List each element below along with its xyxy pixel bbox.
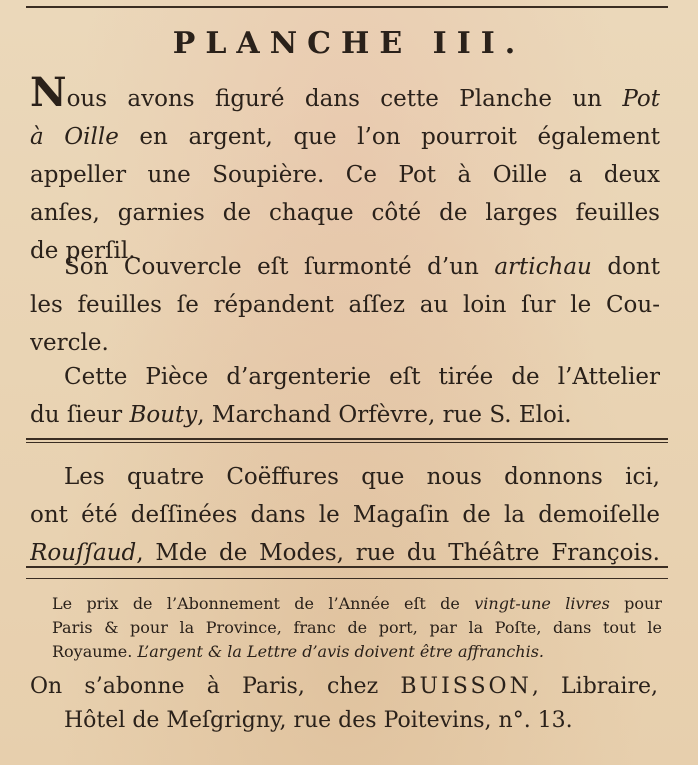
subscription-address	[30, 670, 658, 738]
paragraph-couvercle	[30, 248, 660, 362]
paragraph4-line3: Rouſſaud, Mde de Modes, rue du Théâtre François.	[30, 540, 660, 566]
drop-cap: N	[30, 74, 67, 116]
notice-line2: Paris & pour la Province, franc de port, par la Poſte, dans tout le	[52, 618, 662, 637]
paragraph2-line3: vercle.	[30, 330, 109, 356]
subscription-price-notice	[52, 592, 662, 664]
paragraph2-line2: les feuilles ſe répandent aſſez au loin ſur le Cou-	[30, 292, 660, 318]
section-rule-thin	[26, 442, 668, 443]
paragraph-pot-a-oille	[30, 74, 660, 270]
paragraph1-line5: de perſil.	[30, 238, 136, 264]
paragraph2-line1: Son Couvercle eſt ſurmonté d’un artichau dont	[64, 254, 660, 280]
plate-title: PLANCHE III.	[172, 26, 526, 61]
paragraph1-line2: à Oille en argent, que l’on pourroit également	[30, 124, 660, 150]
address-line1: On s’abonne à Paris, chez BUISSON, Libraire,	[30, 674, 658, 699]
notice-line3: Royaume. L’argent & la Lettre d’avis doivent être affranchis.	[52, 642, 544, 661]
paragraph3-line1: Cette Pièce d’argenterie eſt tirée de l’Attelier	[64, 364, 660, 390]
section-rule	[26, 438, 668, 440]
paragraph1-line1: Nous avons figuré dans cette Planche un Pot	[30, 74, 660, 118]
top-rule	[26, 6, 668, 8]
paragraph-coeffures	[30, 458, 660, 572]
paragraph1-line4: anſes, garnies de chaque côté de larges feuilles	[30, 200, 660, 226]
paragraph1-line3: appeller une Soupière. Ce Pot à Oille a deux	[30, 162, 660, 188]
address-line2: Hôtel de Meſgrigny, rue des Poitevins, n°. 13.	[64, 708, 573, 733]
paragraph-attelier	[30, 358, 660, 434]
paragraph4-line2: ont été deſſinées dans le Magaſin de la demoiſelle	[30, 502, 660, 528]
paragraph4-line1: Les quatre Coëffures que nous donnons ici,	[64, 464, 660, 490]
notice-rule	[26, 566, 668, 568]
notice-rule-thin	[26, 578, 668, 579]
paragraph3-line2: du ſieur Bouty, Marchand Orfèvre, rue S. Eloi.	[30, 402, 572, 428]
notice-line1: Le prix de l’Abonnement de l’Année eſt de vingt-une livres pour	[52, 594, 662, 613]
